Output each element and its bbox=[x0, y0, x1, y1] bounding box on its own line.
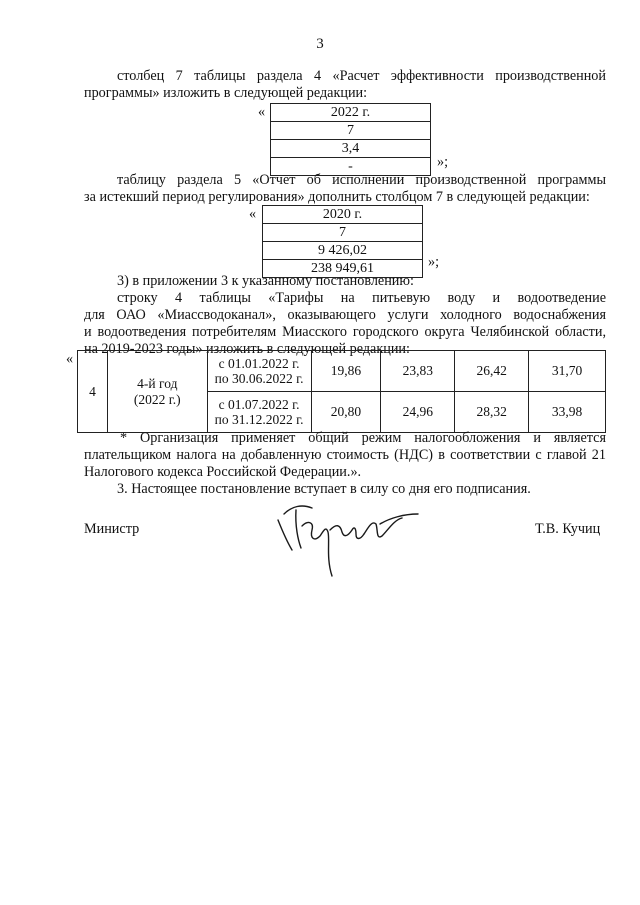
table-row bbox=[263, 242, 423, 260]
open-quote-1: « bbox=[258, 104, 266, 120]
tariff-value: 28,32 bbox=[455, 392, 529, 433]
table-row bbox=[271, 122, 431, 140]
table-cell: 9 426,02 bbox=[263, 242, 423, 260]
year-label: 4-й год bbox=[137, 375, 178, 391]
table-row bbox=[271, 104, 431, 122]
footnote-2: плательщиком налога на добавленную стоимость (НДС) в соответствии с главой 21 bbox=[84, 447, 606, 463]
footnote-3: Налогового кодекса Российской Федерации.». bbox=[84, 464, 362, 480]
tariff-table bbox=[77, 350, 606, 433]
period-cell bbox=[207, 351, 311, 392]
tariff-value: 20,80 bbox=[311, 392, 381, 433]
paragraph-section5: таблицу раздела 5 «Отчет об исполнении производственной программы bbox=[117, 172, 606, 188]
paragraph-appendix3: 3) в приложении 3 к указанному постановлению: bbox=[117, 273, 414, 289]
tariff-value: 19,86 bbox=[311, 351, 381, 392]
handwritten-signature bbox=[268, 500, 428, 582]
table-cell: 3,4 bbox=[271, 140, 431, 158]
table-cell: 2022 г. bbox=[271, 104, 431, 122]
small-table-section5 bbox=[262, 205, 423, 278]
footnote-1: * Организация применяет общий режим налогообложения и является bbox=[120, 430, 606, 446]
row-number: 4 bbox=[78, 351, 108, 433]
signer-title: Министр bbox=[84, 521, 140, 537]
paragraph-column7: столбец 7 таблицы раздела 4 «Расчет эффективности производственной bbox=[117, 68, 606, 84]
paragraph-tariffs-2: для ОАО «Миассводоканал», оказывающего услуги холодного водоснабжения bbox=[84, 307, 606, 323]
table-row bbox=[263, 206, 423, 224]
tariff-value: 33,98 bbox=[529, 392, 606, 433]
period-to: по 31.12.2022 г. bbox=[214, 412, 304, 427]
page-number: 3 bbox=[316, 36, 324, 52]
table-cell: 7 bbox=[263, 224, 423, 242]
close-quote-1: »; bbox=[437, 154, 449, 170]
table-row bbox=[263, 224, 423, 242]
period-from: с 01.07.2022 г. bbox=[218, 397, 300, 412]
table-row bbox=[271, 140, 431, 158]
open-quote-2: « bbox=[249, 206, 257, 222]
table-cell: 2020 г. bbox=[263, 206, 423, 224]
paragraph-tariffs-3: и водоотведения потребителям Миасского городского округа Челябинской области, bbox=[84, 324, 606, 340]
small-table-section4 bbox=[270, 103, 431, 176]
paragraph-tariffs-1: строку 4 таблицы «Тарифы на питьевую воду и водоотведение bbox=[117, 290, 606, 306]
paragraph-tariffs-4: на 2019-2023 годы» изложить в следующей редакции: bbox=[84, 341, 410, 357]
period-to: по 30.06.2022 г. bbox=[214, 371, 304, 386]
period-cell bbox=[207, 392, 311, 433]
tariff-value: 31,70 bbox=[529, 351, 606, 392]
open-quote-3: « bbox=[66, 351, 74, 367]
year-cell bbox=[107, 351, 207, 433]
year-sub-label: (2022 г.) bbox=[133, 391, 181, 407]
paragraph-column7-cont: программы» изложить в следующей редакции: bbox=[84, 85, 368, 101]
paragraph-effective: 3. Настоящее постановление вступает в силу со дня его подписания. bbox=[117, 481, 531, 497]
tariff-value: 26,42 bbox=[455, 351, 529, 392]
close-quote-2: »; bbox=[428, 254, 440, 270]
period-from: с 01.01.2022 г. bbox=[218, 356, 300, 371]
table-cell: 238 949,61 bbox=[263, 260, 423, 278]
tariff-value: 23,83 bbox=[381, 351, 455, 392]
tariff-value: 24,96 bbox=[381, 392, 455, 433]
signer-name: Т.В. Кучиц bbox=[535, 521, 601, 537]
table-cell: 7 bbox=[271, 122, 431, 140]
table-cell: - bbox=[271, 158, 431, 176]
table-row bbox=[78, 351, 606, 392]
paragraph-section5-cont: за истекший период регулирования» дополнить столбцом 7 в следующей редакции: bbox=[84, 189, 590, 205]
